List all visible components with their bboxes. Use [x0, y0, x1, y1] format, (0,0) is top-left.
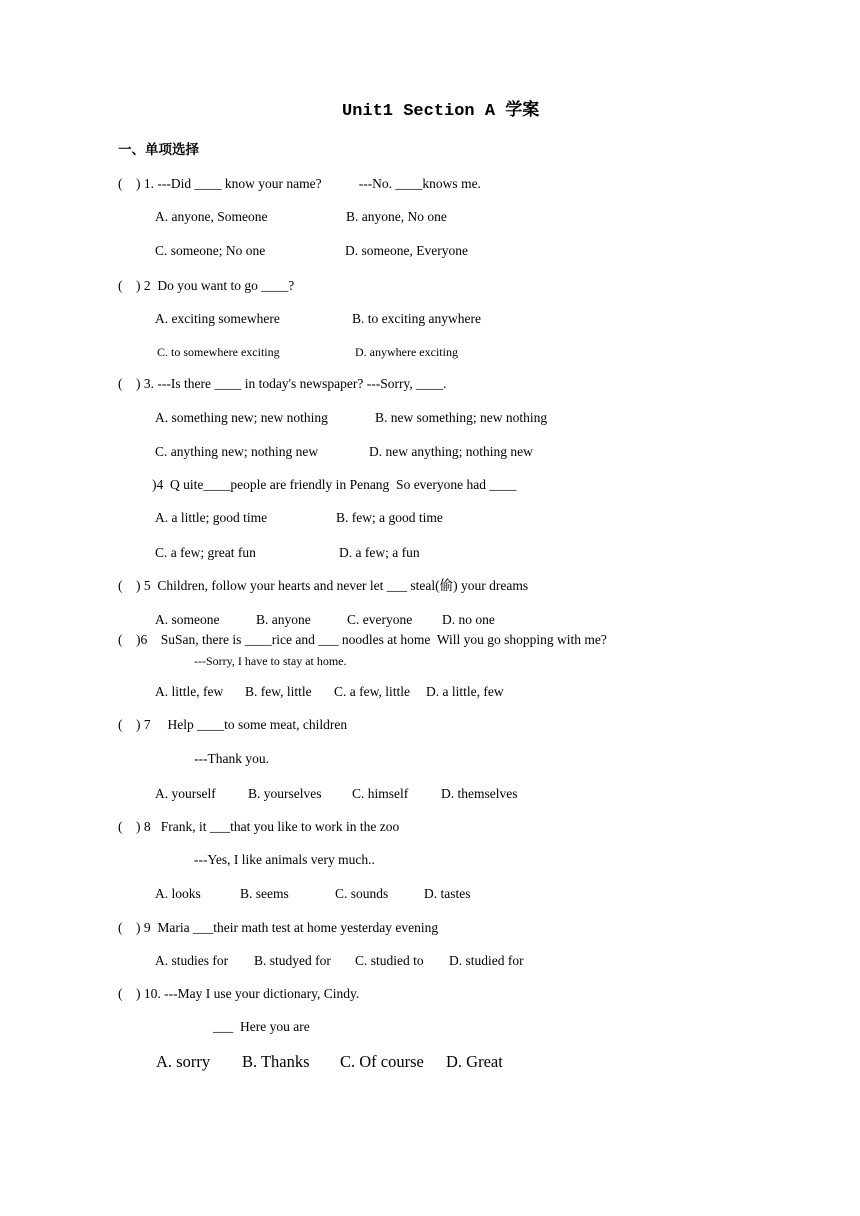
q10-option-b: B. Thanks: [242, 1052, 310, 1071]
question-4: )4 Q uite____people are friendly in Penang So everyone had ____: [152, 477, 517, 492]
question-7: ( ) 7 Help ____to some meat, children: [118, 717, 348, 732]
q8-option-a: A. looks: [155, 886, 201, 901]
q2-option-c: C. to somewhere exciting: [157, 345, 280, 359]
q1-option-b: B. anyone, No one: [346, 209, 447, 224]
q10-option-d: D. Great: [446, 1052, 503, 1071]
q7-option-d: D. themselves: [441, 786, 518, 801]
q9-option-c: C. studied to: [355, 953, 424, 968]
q1-option-a: A. anyone, Someone: [155, 209, 268, 224]
question-6: ( )6 SuSan, there is ____rice and ___ noodles at home Will you go shopping with me?: [118, 632, 607, 647]
q4-option-b: B. few; a good time: [336, 510, 443, 525]
q3-option-d: D. new anything; nothing new: [369, 444, 533, 459]
q8-response: ---Yes, I like animals very much..: [194, 852, 375, 867]
q6-option-a: A. little, few: [155, 684, 224, 699]
q9-option-a: A. studies for: [155, 953, 229, 968]
section-heading: 一、单项选择: [118, 142, 199, 158]
document-title: Unit1 Section A 学案: [342, 102, 540, 121]
q4-option-d: D. a few; a fun: [339, 545, 420, 560]
q5-option-a: A. someone: [155, 612, 220, 627]
question-3: ( ) 3. ---Is there ____ in today's newspaper? ---Sorry, ____.: [118, 376, 447, 391]
q2-option-b: B. to exciting anywhere: [352, 311, 481, 326]
q6-response: ---Sorry, I have to stay at home.: [194, 654, 347, 668]
q2-option-d: D. anywhere exciting: [355, 345, 458, 359]
q8-option-b: B. seems: [240, 886, 289, 901]
q5-option-b: B. anyone: [256, 612, 311, 627]
q4-option-c: C. a few; great fun: [155, 545, 256, 560]
q8-option-c: C. sounds: [335, 886, 389, 901]
q1-option-c: C. someone; No one: [155, 243, 266, 258]
question-9: ( ) 9 Maria ___their math test at home yesterday evening: [118, 920, 439, 935]
q10-option-a: A. sorry: [156, 1052, 211, 1071]
q1-option-d: D. someone, Everyone: [345, 243, 468, 258]
q6-option-d: D. a little, few: [426, 684, 504, 699]
q7-option-a: A. yourself: [155, 786, 216, 801]
question-2: ( ) 2 Do you want to go ____?: [118, 278, 295, 293]
q6-option-b: B. few, little: [245, 684, 312, 699]
q3-option-b: B. new something; new nothing: [375, 410, 548, 425]
q9-option-b: B. studyed for: [254, 953, 331, 968]
q3-option-a: A. something new; new nothing: [155, 410, 328, 425]
question-1: ( ) 1. ---Did ____ know your name? ---No. ____knows me.: [118, 176, 481, 191]
q5-option-d: D. no one: [442, 612, 495, 627]
q9-option-d: D. studied for: [449, 953, 524, 968]
q2-option-a: A. exciting somewhere: [155, 311, 280, 326]
q3-option-c: C. anything new; nothing new: [155, 444, 319, 459]
q10-option-c: C. Of course: [340, 1052, 424, 1071]
q7-response: ---Thank you.: [194, 751, 269, 766]
q5-option-c: C. everyone: [347, 612, 413, 627]
q8-option-d: D. tastes: [424, 886, 471, 901]
q4-option-a: A. a little; good time: [155, 510, 268, 525]
question-10: ( ) 10. ---May I use your dictionary, Cindy.: [118, 986, 360, 1001]
q7-option-c: C. himself: [352, 786, 409, 801]
question-8: ( ) 8 Frank, it ___that you like to work in the zoo: [118, 819, 400, 834]
q7-option-b: B. yourselves: [248, 786, 322, 801]
question-5: ( ) 5 Children, follow your hearts and never let ___ steal(偷) your dreams: [118, 578, 529, 593]
q6-option-c: C. a few, little: [334, 684, 410, 699]
q10-response: ___ Here you are: [213, 1019, 310, 1034]
